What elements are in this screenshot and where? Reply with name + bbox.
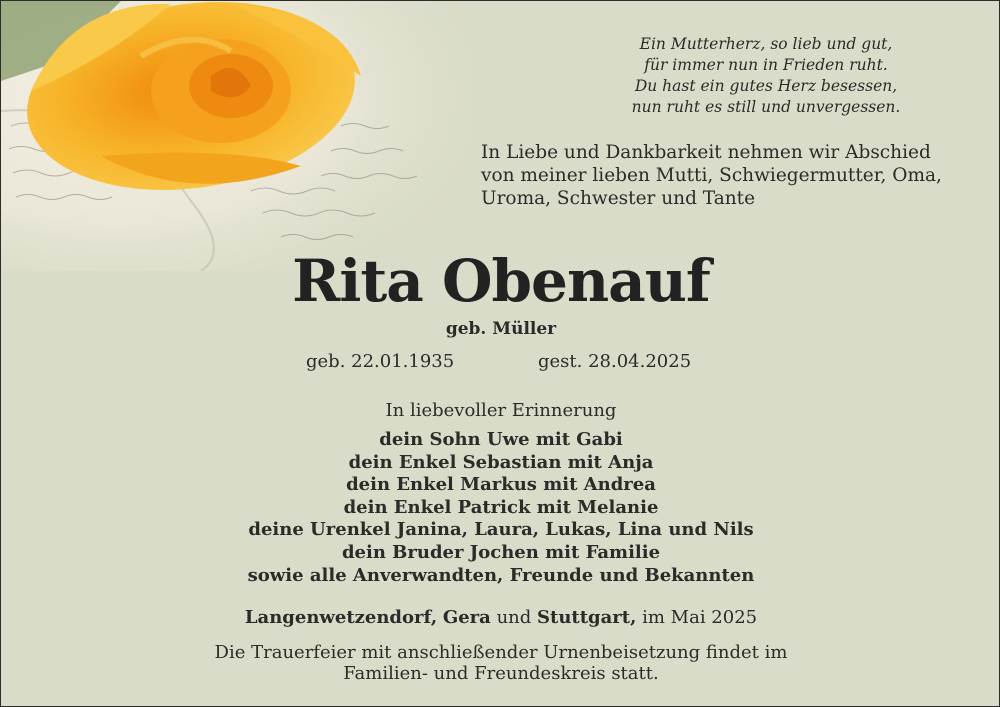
mourner-line: dein Enkel Patrick mit Melanie [343,496,659,518]
place-town: Langenwetzendorf, [244,607,438,628]
mourner-line: deine Urenkel Janina, Laura, Lukas, Lina und Nils [248,519,754,541]
poem-line: Ein Mutterherz, so lieb und gut, [639,35,893,53]
birth-date: geb. 22.01.1935 [306,351,455,372]
farewell-intro [481,141,981,210]
place-date: im Mai 2025 [642,607,758,628]
funeral-line: Die Trauerfeier mit anschließender Urnenbeisetzung findet im [214,642,788,663]
place-town: Gera [442,607,491,628]
intro-line: von meiner lieben Mutti, Schwiegermutter, Oma, [481,165,942,186]
poem-line: nun ruht es still und unvergessen. [631,98,901,116]
mourner-line: sowie alle Anverwandten, Freunde und Bekannten [247,564,755,586]
mourner-line: dein Enkel Markus mit Andrea [346,474,656,496]
intro-line: Uroma, Schwester und Tante [481,188,756,209]
poem-line: Du hast ein gutes Herz besessen, [634,77,898,95]
funeral-notice [1,642,1000,684]
memory-line: In liebevoller Erinnerung [385,400,617,421]
mourner-line: dein Bruder Jochen mit Familie [341,541,661,563]
mourner-line: dein Sohn Uwe mit Gabi [379,429,623,450]
deceased-name: Rita Obenauf [292,247,710,315]
poem-line: für immer nun in Frieden ruht. [644,56,888,74]
mourner-line: dein Enkel Sebastian mit Anja [348,451,654,473]
rose-on-book-image [1,1,471,271]
maiden-name: geb. Müller [445,319,557,339]
funeral-line: Familien- und Freundeskreis statt. [343,663,659,684]
place-town: Stuttgart, [537,607,637,628]
place-and-date [1,607,1000,628]
mourners-list [1,429,1000,587]
intro-line: In Liebe und Dankbarkeit nehmen wir Abschied [481,142,931,163]
poem [561,34,971,118]
death-date: gest. 28.04.2025 [538,351,692,372]
place-connector: und [496,607,532,628]
